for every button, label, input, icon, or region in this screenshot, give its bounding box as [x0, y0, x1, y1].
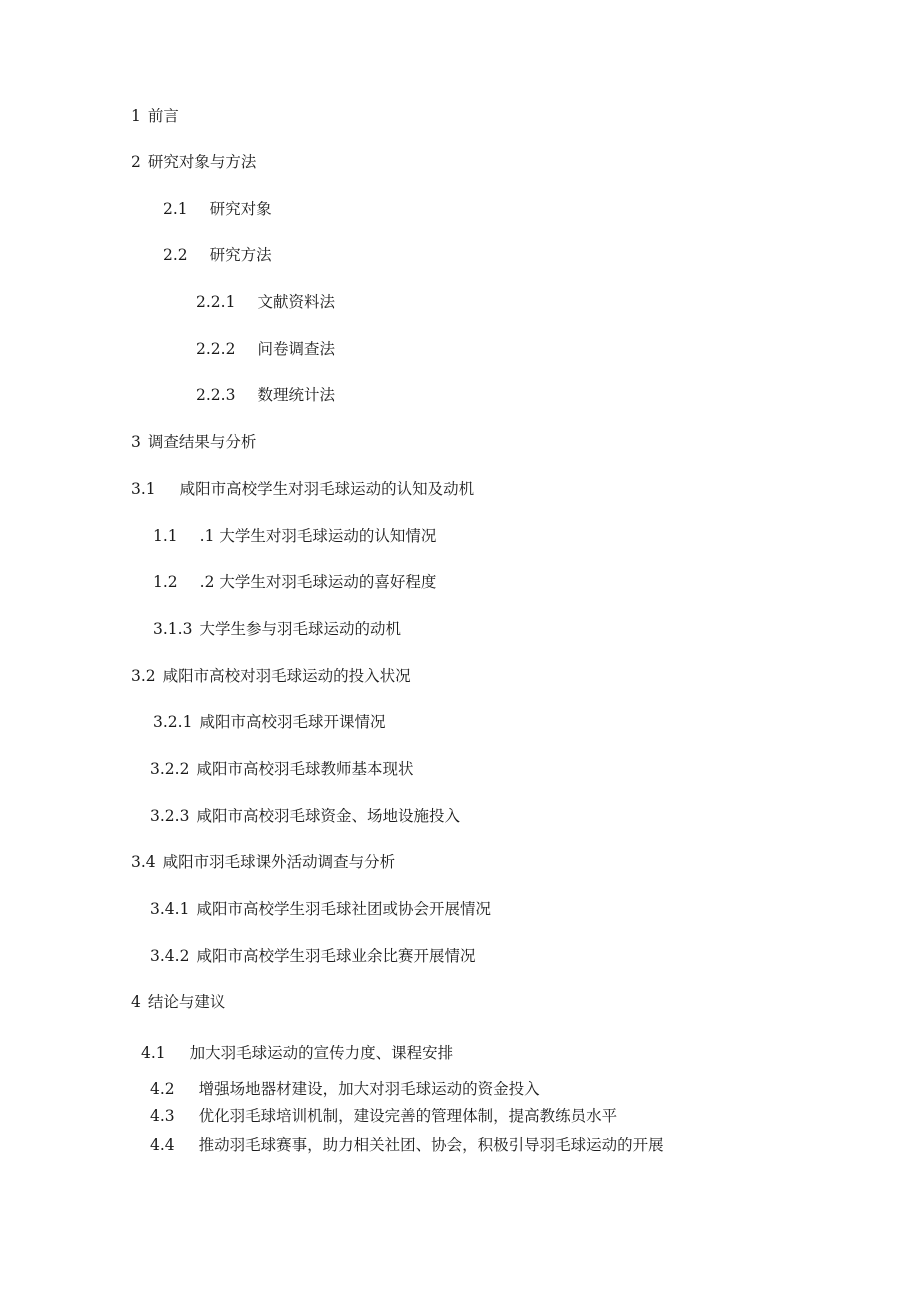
- toc-entry-2-2-1: [196, 292, 335, 312]
- toc-title: 研究对象与方法: [147, 153, 257, 171]
- toc-number: 2.1: [163, 200, 188, 218]
- toc-number: 2.2.2: [196, 340, 236, 358]
- toc-entry-4-4: [150, 1135, 664, 1155]
- toc-entry-3-2: [131, 666, 411, 686]
- toc-number: 3.2.3: [150, 807, 190, 825]
- toc-entry-3-4-1: [150, 899, 491, 919]
- toc-number: 3.4: [131, 853, 156, 871]
- toc-entry-3-2-2: [150, 759, 413, 779]
- toc-entry-4-1: [141, 1043, 453, 1063]
- toc-entry-4: [131, 992, 225, 1012]
- toc-title: 咸阳市高校学生羽毛球社团或协会开展情况: [196, 900, 491, 918]
- toc-entry-3: [131, 432, 256, 452]
- toc-entry-3-1: [131, 479, 474, 499]
- toc-title: 咸阳市高校对羽毛球运动的投入状况: [162, 667, 411, 685]
- toc-title: 咸阳市高校学生羽毛球业余比赛开展情况: [196, 947, 476, 965]
- toc-title: 大学生参与羽毛球运动的动机: [199, 620, 401, 638]
- toc-number: 1.1: [153, 527, 178, 545]
- toc-title: 研究方法: [209, 246, 272, 264]
- toc-number: 3.2.1: [153, 713, 193, 731]
- toc-number: 2.2: [163, 246, 188, 264]
- toc-title: 咸阳市高校羽毛球资金、场地设施投入: [196, 807, 460, 825]
- toc-number: 3.4.2: [150, 947, 190, 965]
- toc-number: 4: [131, 993, 141, 1011]
- toc-title: .1 大学生对羽毛球运动的认知情况: [199, 527, 437, 545]
- toc-title: 咸阳市高校羽毛球教师基本现状: [196, 760, 414, 778]
- toc-number: 4.3: [150, 1107, 175, 1125]
- toc-title: 数理统计法: [257, 386, 335, 404]
- toc-entry-3-1-3: [153, 619, 401, 639]
- toc-entry-2-2-3: [196, 385, 335, 405]
- toc-title: 推动羽毛球赛事，助力相关社团、协会，积极引导羽毛球运动的开展: [198, 1136, 664, 1154]
- toc-number: 4.2: [150, 1080, 175, 1098]
- toc-entry-1: [131, 106, 179, 126]
- toc-title: 咸阳市羽毛球课外活动调查与分析: [162, 853, 396, 871]
- toc-entry-4-3: [150, 1106, 617, 1126]
- toc-title: 结论与建议: [147, 993, 226, 1011]
- toc-title: .2 大学生对羽毛球运动的喜好程度: [199, 573, 437, 591]
- toc-number: 3.2.2: [150, 760, 190, 778]
- toc-title: 咸阳市高校羽毛球开课情况: [199, 713, 386, 731]
- toc-entry-2: [131, 152, 256, 172]
- toc-number: 3.2: [131, 667, 156, 685]
- toc-entry-4-2: [150, 1079, 540, 1099]
- toc-number: 3.4.1: [150, 900, 190, 918]
- toc-number: 4.1: [141, 1044, 166, 1062]
- toc-entry-3-4-2: [150, 946, 475, 966]
- toc-entry-3-2-3: [150, 806, 460, 826]
- toc-number: 1: [131, 107, 141, 125]
- toc-entry-3-4: [131, 852, 395, 872]
- toc-title: 调查结果与分析: [147, 433, 257, 451]
- toc-number: 3: [131, 433, 141, 451]
- toc-entry-1-1: [153, 526, 436, 546]
- toc-number: 2.2.3: [196, 386, 236, 404]
- toc-title: 研究对象: [209, 200, 272, 218]
- toc-number: 2: [131, 153, 141, 171]
- toc-number: 2.2.1: [196, 293, 236, 311]
- toc-number: 3.1: [131, 480, 156, 498]
- toc-title: 问卷调查法: [257, 340, 335, 358]
- toc-title: 优化羽毛球培训机制，建设完善的管理体制，提高教练员水平: [198, 1107, 618, 1125]
- toc-title: 加大羽毛球运动的宣传力度、课程安排: [189, 1044, 454, 1062]
- toc-entry-3-2-1: [153, 712, 385, 732]
- toc-title: 增强场地器材建设，加大对羽毛球运动的资金投入: [198, 1080, 540, 1098]
- toc-number: 1.2: [153, 573, 178, 591]
- toc-number: 3.1.3: [153, 620, 193, 638]
- toc-title: 前言: [147, 107, 179, 125]
- toc-entry-2-1: [163, 199, 272, 219]
- toc-title: 文献资料法: [257, 293, 335, 311]
- toc-entry-1-2: [153, 572, 436, 592]
- toc-entry-2-2: [163, 245, 272, 265]
- toc-number: 4.4: [150, 1136, 175, 1154]
- toc-entry-2-2-2: [196, 339, 335, 359]
- toc-title: 咸阳市高校学生对羽毛球运动的认知及动机: [179, 480, 475, 498]
